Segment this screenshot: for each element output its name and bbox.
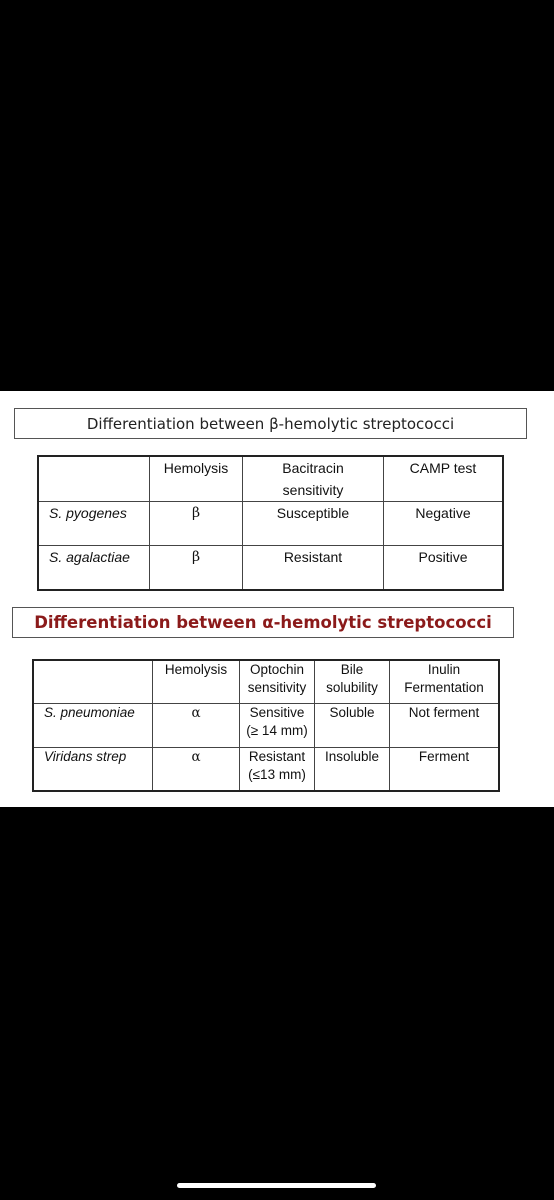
header-bile xyxy=(315,660,390,703)
optochin-zone: (≥ 14 mm) xyxy=(246,722,308,738)
bacitracin-cell: Susceptible xyxy=(243,502,384,546)
optochin-cell xyxy=(240,703,315,747)
organism-cell: S. pneumoniae xyxy=(33,703,153,747)
bile-cell: Soluble xyxy=(315,703,390,747)
inulin-cell: Not ferment xyxy=(390,703,500,747)
table-row xyxy=(33,703,499,747)
table-row xyxy=(38,502,503,546)
alpha-hemolytic-table xyxy=(32,659,500,792)
slide-image xyxy=(0,391,554,807)
home-indicator[interactable] xyxy=(177,1183,376,1188)
header-bacitracin-line2: sensitivity xyxy=(282,482,344,498)
beta-title: Differentiation between β-hemolytic streptococci xyxy=(14,408,527,439)
header-empty-cell xyxy=(33,660,153,703)
beta-hemolytic-table xyxy=(37,455,504,591)
header-hemolysis: Hemolysis xyxy=(153,660,240,703)
optochin-result: Resistant xyxy=(248,748,306,764)
organism-cell: S. pyogenes xyxy=(38,502,150,546)
header-optochin-line1: Optochin xyxy=(249,662,305,677)
header-bile-line2: solubility xyxy=(326,680,378,695)
hemolysis-cell: α xyxy=(153,703,240,747)
header-inulin xyxy=(390,660,500,703)
bacitracin-cell: Resistant xyxy=(243,546,384,590)
camp-cell: Negative xyxy=(384,502,504,546)
table-header-row xyxy=(38,456,503,502)
hemolysis-cell: α xyxy=(153,747,240,791)
inulin-cell: Ferment xyxy=(390,747,500,791)
organism-cell: Viridans strep xyxy=(33,747,153,791)
header-camp: CAMP test xyxy=(384,456,504,502)
hemolysis-cell: β xyxy=(150,502,243,546)
camp-cell: Positive xyxy=(384,546,504,590)
optochin-zone: (≤13 mm) xyxy=(248,766,306,782)
header-empty-cell xyxy=(38,456,150,502)
optochin-result: Sensitive xyxy=(249,704,305,720)
hemolysis-cell: β xyxy=(150,546,243,590)
header-bile-line1: Bile xyxy=(340,662,364,677)
optochin-cell xyxy=(240,747,315,791)
table-header-row xyxy=(33,660,499,703)
header-inulin-line1: Inulin xyxy=(427,662,461,677)
header-optochin xyxy=(240,660,315,703)
table-row xyxy=(38,546,503,590)
header-optochin-line2: sensitivity xyxy=(247,680,307,695)
table-row xyxy=(33,747,499,791)
header-hemolysis: Hemolysis xyxy=(150,456,243,502)
alpha-title: Differentiation between α-hemolytic streptococci xyxy=(12,607,514,638)
organism-cell: S. agalactiae xyxy=(38,546,150,590)
header-bacitracin xyxy=(243,456,384,502)
header-inulin-line2: Fermentation xyxy=(404,680,484,695)
bile-cell: Insoluble xyxy=(315,747,390,791)
header-bacitracin-line1: Bacitracin xyxy=(282,460,344,476)
